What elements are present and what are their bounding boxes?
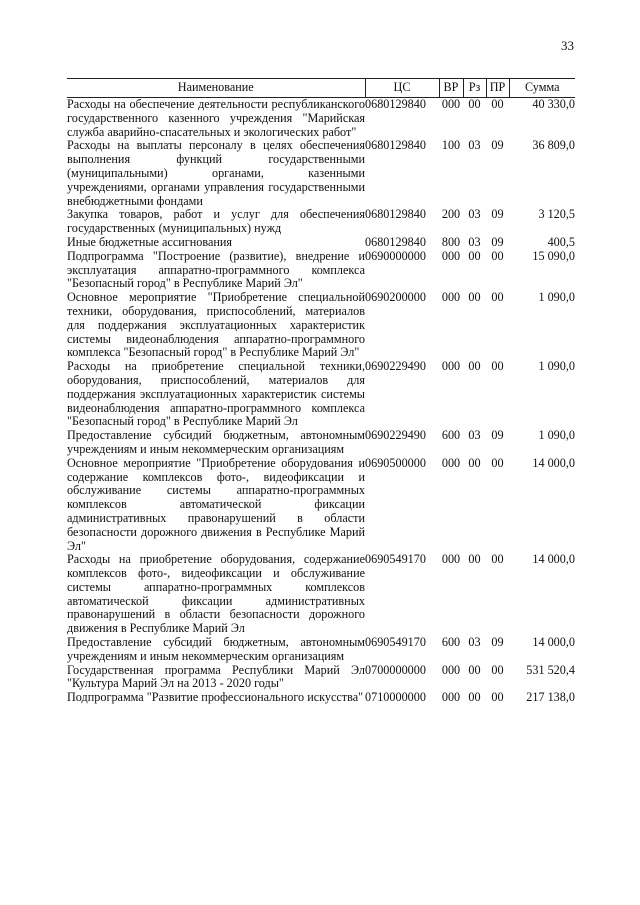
row-rz: 00: [468, 248, 481, 263]
header-cs: ЦС: [365, 79, 439, 98]
row-name: Основное мероприятие "Приобретение специальной техники, оборудования, приспособлений, материалов для поддержания эксплуатационных характеристик системы видеонаблюдения аппаратно-программного комплекса "Безопасный город" в Республике Марий Эл": [67, 290, 365, 360]
row-rz: 00: [468, 455, 481, 470]
table-row: [67, 291, 575, 360]
row-name: Предоставление субсидий бюджетным, автономным учреждениям и иным некоммерческим организациям: [67, 428, 365, 456]
row-vr: 100: [441, 138, 461, 153]
row-sum: 14 000,0: [532, 635, 575, 650]
table-row: [67, 139, 575, 208]
row-pr: 00: [491, 662, 504, 677]
row-vr: 000: [441, 662, 461, 677]
row-sum: 1 090,0: [538, 359, 575, 374]
row-pr: 09: [491, 138, 504, 153]
row-cs: 0690549170: [365, 635, 426, 650]
table-body: [67, 98, 575, 706]
table-row: [67, 664, 575, 692]
budget-table: [67, 78, 575, 705]
row-pr: 00: [491, 248, 504, 263]
row-rz: 03: [468, 234, 481, 249]
row-vr: 000: [441, 248, 461, 263]
row-cs: 0690229490: [365, 359, 426, 374]
row-sum: 1 090,0: [538, 290, 575, 305]
table-row: [67, 429, 575, 457]
table-row: [67, 208, 575, 236]
row-rz: 03: [468, 428, 481, 443]
row-cs: 0690229490: [365, 428, 426, 443]
row-cs: 0690200000: [365, 290, 426, 305]
header-rz: Рз: [463, 79, 486, 98]
row-sum: 1 090,0: [538, 428, 575, 443]
row-vr: 000: [441, 97, 461, 111]
row-vr: 200: [441, 207, 461, 222]
row-cs: 0700000000: [365, 662, 426, 677]
table-row: [67, 636, 575, 664]
row-sum: 400,5: [547, 234, 575, 249]
table-row: [67, 457, 575, 554]
row-pr: 00: [491, 359, 504, 374]
row-pr: 00: [491, 455, 504, 470]
row-pr: 09: [491, 207, 504, 222]
row-name: Подпрограмма "Развитие профессионального искусства": [67, 690, 364, 705]
row-rz: 03: [468, 138, 481, 153]
row-name: Расходы на приобретение специальной техники, оборудования, приспособлений, материалов для поддержания эксплуатационных характеристик системы видеонаблюдения аппаратно-программного комплекса "Безопасный город" в Республике Марий Эл: [67, 359, 365, 429]
table-row: [67, 236, 575, 250]
row-pr: 09: [491, 234, 504, 249]
table-row: [67, 360, 575, 429]
row-pr: 00: [491, 552, 504, 567]
row-cs: 0680129840: [365, 207, 426, 222]
row-rz: 03: [468, 207, 481, 222]
row-sum: 14 000,0: [532, 552, 575, 567]
row-name: Предоставление субсидий бюджетным, автономным учреждениям и иным некоммерческим организациям: [67, 635, 365, 663]
row-sum: 36 809,0: [532, 138, 575, 153]
row-rz: 00: [468, 662, 481, 677]
row-name: Расходы на выплаты персоналу в целях обеспечения выполнения функций государственными (муниципальными) органами, казенными учреждениями, органами управления государственными внебюджетными фондами: [67, 138, 365, 208]
row-vr: 000: [441, 290, 461, 305]
row-sum: 3 120,5: [538, 207, 575, 222]
row-rz: 00: [468, 359, 481, 374]
row-cs: 0680129840: [365, 138, 426, 153]
row-name: Расходы на обеспечение деятельности республиканского государственного казенного учреждения "Марийская служба аварийно-спасательных и экологических работ": [67, 97, 365, 139]
row-vr: 600: [441, 428, 461, 443]
header-pr: ПР: [486, 79, 509, 98]
row-vr: 600: [441, 635, 461, 650]
row-cs: 0690549170: [365, 552, 426, 567]
row-name: Подпрограмма "Построение (развитие), внедрение и эксплуатация аппаратно-программного комплекса "Безопасный город" в Республике Марий Эл": [67, 248, 365, 291]
row-vr: 000: [441, 552, 461, 567]
header-name: Наименование: [67, 79, 365, 98]
row-rz: 03: [468, 635, 481, 650]
row-vr: 800: [441, 234, 461, 249]
row-cs: 0710000000: [365, 690, 426, 705]
row-sum: 217 138,0: [526, 690, 575, 705]
row-rz: 00: [468, 690, 481, 705]
row-cs: 0690500000: [365, 455, 426, 470]
row-cs: 0680129840: [365, 234, 426, 249]
row-rz: 00: [468, 290, 481, 305]
row-name: Государственная программа Республики Марий Эл "Культура Марий Эл на 2013 - 2020 годы": [67, 662, 365, 691]
row-pr: 09: [491, 428, 504, 443]
row-pr: 09: [491, 635, 504, 650]
header-sum: Сумма: [509, 79, 575, 98]
row-vr: 000: [441, 455, 461, 470]
row-pr: 00: [491, 97, 504, 111]
row-rz: 00: [468, 552, 481, 567]
table-header: [67, 79, 575, 98]
row-sum: 14 000,0: [532, 455, 575, 470]
row-cs: 0680129840: [365, 97, 426, 111]
table-row: [67, 553, 575, 636]
row-name: Расходы на приобретение оборудования, содержание комплексов фото-, видеофиксации и обслуживание системы аппаратно-программных комплексов автоматической фиксации административных правонарушений в области безопасности дорожного движения в Республике Марий Эл: [67, 552, 365, 636]
row-sum: 531 520,4: [526, 662, 575, 677]
row-rz: 00: [468, 97, 481, 111]
row-name: Иные бюджетные ассигнования: [67, 234, 233, 249]
row-name: Основное мероприятие "Приобретение оборудования и содержание комплексов фото-, видеофиксации и обслуживание системы аппаратно-программных комплексов автоматической фиксации административных правонарушений в области безопасности дорожного движения в Республике Марий Эл": [67, 455, 365, 553]
row-pr: 00: [491, 690, 504, 705]
row-vr: 000: [441, 359, 461, 374]
table-row: [67, 250, 575, 291]
row-cs: 0690000000: [365, 248, 426, 263]
row-sum: 15 090,0: [532, 248, 575, 263]
table-row: [67, 691, 575, 705]
table-row: [67, 98, 575, 140]
row-name: Закупка товаров, работ и услуг для обеспечения государственных (муниципальных) нужд: [67, 207, 365, 236]
row-vr: 000: [441, 690, 461, 705]
row-pr: 00: [491, 290, 504, 305]
page-number: 33: [561, 38, 574, 53]
row-sum: 40 330,0: [532, 97, 575, 111]
header-vr: ВР: [439, 79, 463, 98]
